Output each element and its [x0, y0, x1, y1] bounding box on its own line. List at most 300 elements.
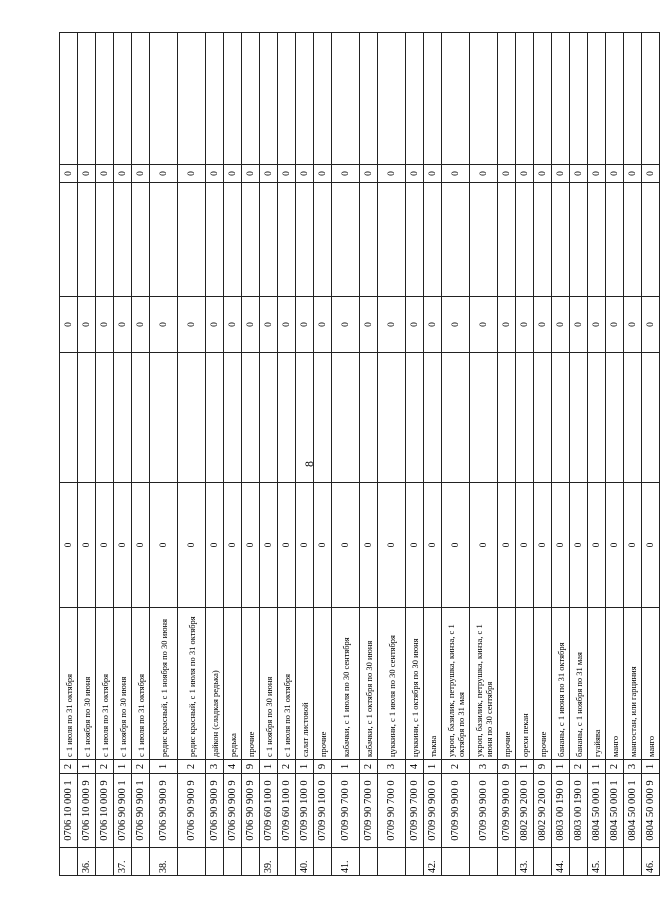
cell-code: 0709 90 700 0	[360, 774, 378, 848]
cell-v2	[378, 353, 406, 483]
cell-sub: 3	[206, 760, 224, 774]
cell-v5: 0	[470, 165, 498, 183]
cell-code: 0802 90 200 0	[534, 774, 552, 848]
table-row	[606, 33, 624, 876]
cell-num	[178, 848, 206, 876]
cell-num	[534, 848, 552, 876]
cell-v2	[60, 353, 78, 483]
cell-v1: 0	[78, 483, 96, 608]
cell-v2	[224, 353, 242, 483]
cell-sub: 1	[642, 760, 660, 774]
cell-v5: 0	[78, 165, 96, 183]
cell-v6	[406, 33, 424, 165]
cell-desc: с 1 июля по 31 октября	[96, 608, 114, 760]
cell-v2	[642, 353, 660, 483]
cell-v1: 0	[516, 483, 534, 608]
cell-v2	[150, 353, 178, 483]
cell-v1: 0	[296, 483, 314, 608]
cell-code: 0709 90 100 0	[296, 774, 314, 848]
table-row	[534, 33, 552, 876]
cell-v3: 0	[150, 297, 178, 353]
cell-desc: редька	[224, 608, 242, 760]
cell-v1: 0	[96, 483, 114, 608]
cell-num	[570, 848, 588, 876]
cell-v2	[96, 353, 114, 483]
cell-v2	[260, 353, 278, 483]
cell-desc: кабачки, с 1 октября по 30 июня	[360, 608, 378, 760]
table-row	[78, 33, 96, 876]
cell-desc: манго	[642, 608, 660, 760]
cell-v4	[178, 183, 206, 297]
table-row	[242, 33, 260, 876]
cell-v5: 0	[242, 165, 260, 183]
cell-sub: 2	[178, 760, 206, 774]
cell-v3: 0	[114, 297, 132, 353]
cell-v3: 0	[60, 297, 78, 353]
cell-v3: 0	[498, 297, 516, 353]
cell-sub: 1	[114, 760, 132, 774]
cell-v6	[498, 33, 516, 165]
cell-v6	[314, 33, 332, 165]
cell-v2	[552, 353, 570, 483]
cell-code: 0706 10 000 9	[96, 774, 114, 848]
cell-sub: 1	[552, 760, 570, 774]
cell-code: 0709 90 900 0	[424, 774, 442, 848]
cell-v2	[206, 353, 224, 483]
cell-v1: 0	[206, 483, 224, 608]
cell-sub: 3	[470, 760, 498, 774]
cell-sub: 9	[534, 760, 552, 774]
table-row	[498, 33, 516, 876]
cell-v3: 0	[642, 297, 660, 353]
table-row	[552, 33, 570, 876]
cell-sub: 3	[378, 760, 406, 774]
cell-v6	[150, 33, 178, 165]
cell-code: 0804 50 000 1	[588, 774, 606, 848]
cell-v1: 0	[552, 483, 570, 608]
cell-v4	[588, 183, 606, 297]
cell-num: 38.	[150, 848, 178, 876]
cell-num	[224, 848, 242, 876]
cell-v4	[606, 183, 624, 297]
cell-v3: 0	[624, 297, 642, 353]
cell-desc: редис красный, с 1 ноября по 30 июня	[150, 608, 178, 760]
cell-desc: с 1 июля по 31 октября	[132, 608, 150, 760]
cell-num: 46.	[642, 848, 660, 876]
cell-desc: бананы, с 1 ноября по 31 мая	[570, 608, 588, 760]
cell-desc: тыква	[424, 608, 442, 760]
cell-code: 0709 90 700 0	[332, 774, 360, 848]
cell-sub: 9	[314, 760, 332, 774]
cell-v5: 0	[642, 165, 660, 183]
cell-desc: прочие	[534, 608, 552, 760]
cell-v6	[224, 33, 242, 165]
cell-v4	[534, 183, 552, 297]
cell-desc: прочие	[314, 608, 332, 760]
cell-v2	[332, 353, 360, 483]
cell-num	[378, 848, 406, 876]
cell-v4	[114, 183, 132, 297]
cell-v6	[442, 33, 470, 165]
cell-sub: 2	[360, 760, 378, 774]
cell-v1: 0	[498, 483, 516, 608]
cell-desc: манго	[606, 608, 624, 760]
table-row	[442, 33, 470, 876]
cell-v6	[642, 33, 660, 165]
cell-v6	[242, 33, 260, 165]
cell-sub: 1	[332, 760, 360, 774]
cell-code: 0706 90 900 9	[224, 774, 242, 848]
cell-v4	[642, 183, 660, 297]
cell-v3: 0	[588, 297, 606, 353]
cell-v3: 0	[260, 297, 278, 353]
cell-v2	[114, 353, 132, 483]
cell-v5: 0	[60, 165, 78, 183]
cell-v3: 0	[242, 297, 260, 353]
cell-v1: 0	[224, 483, 242, 608]
cell-v6	[206, 33, 224, 165]
cell-sub: 1	[296, 760, 314, 774]
cell-v3: 0	[178, 297, 206, 353]
cell-v1: 0	[642, 483, 660, 608]
table-row	[516, 33, 534, 876]
cell-v2	[570, 353, 588, 483]
cell-desc: с 1 июля по 31 октября	[60, 608, 78, 760]
cell-num	[60, 848, 78, 876]
cell-v5: 0	[378, 165, 406, 183]
cell-v1: 0	[606, 483, 624, 608]
cell-sub: 1	[424, 760, 442, 774]
cell-code: 0706 90 900 9	[242, 774, 260, 848]
cell-v2	[178, 353, 206, 483]
table-row	[424, 33, 442, 876]
cell-desc: укроп, базилик, петрушка, кинза, с 1 октября по 31 мая	[442, 608, 470, 760]
cell-sub: 2	[278, 760, 296, 774]
cell-code: 0709 90 100 0	[314, 774, 332, 848]
cell-v5: 0	[570, 165, 588, 183]
cell-code: 0709 90 700 0	[378, 774, 406, 848]
cell-v2	[424, 353, 442, 483]
cell-desc: прочие	[498, 608, 516, 760]
cell-v5: 0	[534, 165, 552, 183]
cell-num: 42.	[424, 848, 442, 876]
cell-num	[132, 848, 150, 876]
cell-v2	[360, 353, 378, 483]
cell-v5: 0	[360, 165, 378, 183]
cell-v4	[242, 183, 260, 297]
cell-v5: 0	[552, 165, 570, 183]
cell-v5: 0	[424, 165, 442, 183]
cell-v5: 0	[498, 165, 516, 183]
cell-sub: 2	[96, 760, 114, 774]
cell-num	[360, 848, 378, 876]
cell-desc: гуайява	[588, 608, 606, 760]
cell-num	[242, 848, 260, 876]
cell-v1: 0	[534, 483, 552, 608]
cell-v4	[552, 183, 570, 297]
cell-num: 44.	[552, 848, 570, 876]
cell-sub: 2	[570, 760, 588, 774]
cell-v4	[424, 183, 442, 297]
cell-desc: с 1 ноября по 30 июня	[78, 608, 96, 760]
cell-v1: 0	[278, 483, 296, 608]
table-row	[360, 33, 378, 876]
cell-v2	[624, 353, 642, 483]
cell-v5: 0	[96, 165, 114, 183]
cell-v5: 0	[516, 165, 534, 183]
cell-v6	[332, 33, 360, 165]
cell-v2	[78, 353, 96, 483]
cell-num	[470, 848, 498, 876]
cell-v1: 0	[360, 483, 378, 608]
cell-code: 0804 50 000 1	[606, 774, 624, 848]
cell-v4	[406, 183, 424, 297]
cell-v2	[314, 353, 332, 483]
cell-v4	[516, 183, 534, 297]
cell-num	[278, 848, 296, 876]
cell-v5: 0	[178, 165, 206, 183]
cell-v1: 0	[588, 483, 606, 608]
cell-v6	[470, 33, 498, 165]
cell-sub: 1	[260, 760, 278, 774]
cell-v4	[150, 183, 178, 297]
cell-v6	[60, 33, 78, 165]
cell-code: 0706 90 900 1	[132, 774, 150, 848]
cell-v6	[96, 33, 114, 165]
cell-v1: 0	[150, 483, 178, 608]
cell-v1: 0	[314, 483, 332, 608]
cell-desc: дайкон (сладкая редька)	[206, 608, 224, 760]
cell-v1: 0	[132, 483, 150, 608]
cell-v2	[516, 353, 534, 483]
cell-code: 0709 60 100 0	[278, 774, 296, 848]
cell-num: 45.	[588, 848, 606, 876]
cell-v3: 0	[378, 297, 406, 353]
cell-v1: 0	[378, 483, 406, 608]
cell-v3: 0	[406, 297, 424, 353]
cell-code: 0706 90 900 9	[178, 774, 206, 848]
cell-v3: 0	[442, 297, 470, 353]
cell-num	[498, 848, 516, 876]
cell-v6	[570, 33, 588, 165]
cell-desc: укроп, базилик, петрушка, кинза, с 1 июня по 30 сентября	[470, 608, 498, 760]
cell-v4	[296, 183, 314, 297]
cell-v3: 0	[224, 297, 242, 353]
cell-v4	[278, 183, 296, 297]
cell-v1: 0	[114, 483, 132, 608]
cell-code: 0709 90 900 0	[442, 774, 470, 848]
cell-v2	[498, 353, 516, 483]
table-row	[642, 33, 660, 876]
table-row	[470, 33, 498, 876]
cell-v6	[606, 33, 624, 165]
cell-v2	[296, 353, 314, 483]
cell-v1: 0	[178, 483, 206, 608]
cell-v6	[114, 33, 132, 165]
table-row	[114, 33, 132, 876]
cell-v4	[314, 183, 332, 297]
cell-code: 0706 90 900 1	[114, 774, 132, 848]
cell-v5: 0	[332, 165, 360, 183]
cell-v3: 0	[552, 297, 570, 353]
cell-code: 0706 10 000 1	[60, 774, 78, 848]
cell-v2	[278, 353, 296, 483]
cell-sub: 2	[60, 760, 78, 774]
cell-code: 0803 00 190 0	[570, 774, 588, 848]
cell-num	[442, 848, 470, 876]
cell-code: 0706 10 000 9	[78, 774, 96, 848]
table-row	[96, 33, 114, 876]
cell-v4	[206, 183, 224, 297]
cell-v5: 0	[442, 165, 470, 183]
cell-v6	[624, 33, 642, 165]
cell-v3: 0	[570, 297, 588, 353]
cell-v3: 0	[360, 297, 378, 353]
cell-v6	[178, 33, 206, 165]
cell-v5: 0	[588, 165, 606, 183]
cell-sub: 3	[624, 760, 642, 774]
cell-v5: 0	[606, 165, 624, 183]
cell-v4	[442, 183, 470, 297]
tariff-table-frame	[59, 33, 656, 876]
cell-v5: 0	[278, 165, 296, 183]
cell-code: 0709 60 100 0	[260, 774, 278, 848]
cell-desc: мангостан, или гарциния	[624, 608, 642, 760]
cell-v1: 0	[624, 483, 642, 608]
cell-code: 0804 50 000 9	[642, 774, 660, 848]
cell-num: 43.	[516, 848, 534, 876]
table-row	[332, 33, 360, 876]
cell-num	[406, 848, 424, 876]
cell-v6	[424, 33, 442, 165]
cell-v2	[442, 353, 470, 483]
cell-v3: 0	[132, 297, 150, 353]
cell-code: 0709 90 900 0	[470, 774, 498, 848]
cell-num: 39.	[260, 848, 278, 876]
cell-v3: 0	[78, 297, 96, 353]
cell-v2	[588, 353, 606, 483]
table-row	[314, 33, 332, 876]
cell-v4	[378, 183, 406, 297]
cell-v6	[296, 33, 314, 165]
cell-desc: салат листовой	[296, 608, 314, 760]
cell-v5: 0	[260, 165, 278, 183]
cell-code: 0706 90 900 9	[206, 774, 224, 848]
cell-num	[206, 848, 224, 876]
table-row	[406, 33, 424, 876]
cell-v3: 0	[332, 297, 360, 353]
cell-v3: 0	[606, 297, 624, 353]
cell-v4	[624, 183, 642, 297]
table-row	[150, 33, 178, 876]
cell-v2	[132, 353, 150, 483]
table-row	[624, 33, 642, 876]
cell-desc: цуккини, с 1 июля по 30 сентября	[378, 608, 406, 760]
cell-sub: 2	[132, 760, 150, 774]
cell-desc: кабачки, с 1 июля по 30 сентября	[332, 608, 360, 760]
cell-v3: 0	[278, 297, 296, 353]
cell-v1: 0	[570, 483, 588, 608]
cell-desc: цуккини, с 1 октября по 30 июня	[406, 608, 424, 760]
cell-desc: прочие	[242, 608, 260, 760]
table-row	[278, 33, 296, 876]
cell-desc: с 1 ноября по 30 июня	[114, 608, 132, 760]
cell-num	[96, 848, 114, 876]
cell-desc: с 1 июля по 31 октября	[278, 608, 296, 760]
table-row	[224, 33, 242, 876]
cell-num: 37.	[114, 848, 132, 876]
cell-v5: 0	[406, 165, 424, 183]
cell-v1: 0	[242, 483, 260, 608]
cell-v6	[132, 33, 150, 165]
cell-v6	[260, 33, 278, 165]
cell-v1: 0	[60, 483, 78, 608]
cell-v3: 0	[206, 297, 224, 353]
cell-num: 36.	[78, 848, 96, 876]
table-row	[60, 33, 78, 876]
cell-v5: 0	[150, 165, 178, 183]
cell-v4	[78, 183, 96, 297]
cell-v2	[606, 353, 624, 483]
cell-num	[606, 848, 624, 876]
table-row	[570, 33, 588, 876]
cell-sub: 2	[606, 760, 624, 774]
page-number: 8	[302, 461, 316, 467]
cell-num	[624, 848, 642, 876]
cell-v3: 0	[516, 297, 534, 353]
cell-v6	[552, 33, 570, 165]
cell-v3: 0	[470, 297, 498, 353]
cell-v2	[470, 353, 498, 483]
cell-v5: 0	[314, 165, 332, 183]
cell-v1: 0	[332, 483, 360, 608]
cell-sub: 1	[78, 760, 96, 774]
cell-sub: 1	[150, 760, 178, 774]
cell-sub: 4	[224, 760, 242, 774]
cell-v5: 0	[206, 165, 224, 183]
cell-v4	[60, 183, 78, 297]
cell-v2	[406, 353, 424, 483]
cell-v4	[332, 183, 360, 297]
cell-code: 0803 00 190 0	[552, 774, 570, 848]
cell-desc: редис красный, с 1 июля по 31 октября	[178, 608, 206, 760]
cell-sub: 9	[242, 760, 260, 774]
cell-v2	[242, 353, 260, 483]
table-row	[378, 33, 406, 876]
cell-desc: бананы, с 1 июня по 31 октября	[552, 608, 570, 760]
cell-v5: 0	[624, 165, 642, 183]
cell-v6	[360, 33, 378, 165]
cell-v3: 0	[314, 297, 332, 353]
cell-v3: 0	[296, 297, 314, 353]
cell-code: 0709 90 700 0	[406, 774, 424, 848]
cell-v4	[132, 183, 150, 297]
cell-v4	[498, 183, 516, 297]
cell-v1: 0	[442, 483, 470, 608]
cell-v6	[378, 33, 406, 165]
cell-v4	[360, 183, 378, 297]
cell-num	[314, 848, 332, 876]
cell-v4	[96, 183, 114, 297]
cell-sub: 1	[516, 760, 534, 774]
cell-sub: 4	[406, 760, 424, 774]
cell-sub: 2	[442, 760, 470, 774]
cell-v3: 0	[96, 297, 114, 353]
table-row	[296, 33, 314, 876]
cell-v6	[78, 33, 96, 165]
cell-num: 41.	[332, 848, 360, 876]
table-row	[178, 33, 206, 876]
